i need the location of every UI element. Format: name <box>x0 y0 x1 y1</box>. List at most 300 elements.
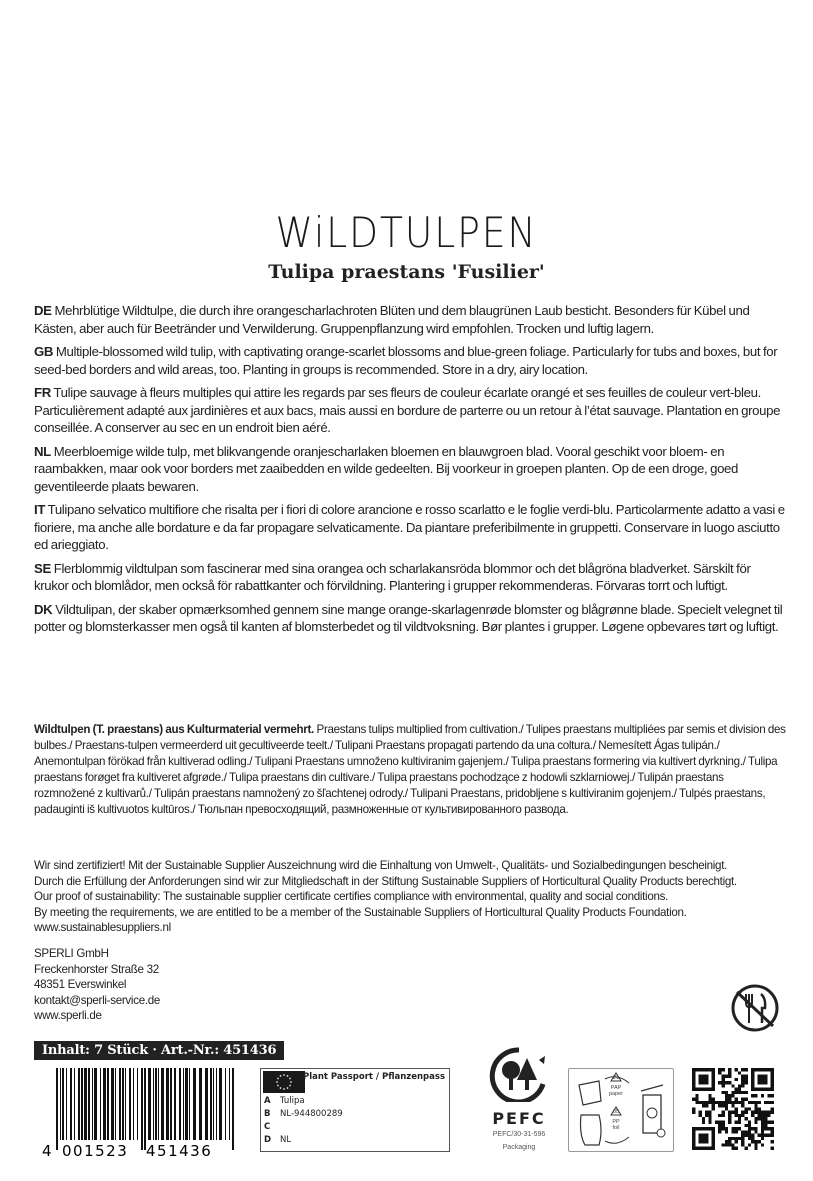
qr-module <box>758 1114 761 1117</box>
qr-module <box>767 1114 770 1117</box>
qr-module <box>741 1114 744 1117</box>
qr-module <box>725 1091 728 1094</box>
qr-module <box>718 1114 721 1117</box>
content-badge: Inhalt: 7 Stück · Art.-Nr.: 451436 <box>34 1041 284 1060</box>
qr-module <box>744 1111 747 1114</box>
qr-module <box>722 1075 725 1078</box>
qr-module <box>771 1127 774 1130</box>
qr-module <box>722 1068 725 1071</box>
qr-module <box>708 1114 711 1117</box>
qr-module <box>735 1140 738 1143</box>
qr-module <box>728 1117 731 1120</box>
barcode-right-digits: 451436 <box>146 1142 213 1158</box>
qr-module <box>695 1094 698 1097</box>
qr-module <box>744 1130 747 1133</box>
qr-module <box>771 1130 774 1133</box>
qr-module <box>699 1111 702 1114</box>
lang-code: SE <box>34 560 51 576</box>
barcode-bar <box>107 1068 109 1140</box>
qr-module <box>758 1140 761 1143</box>
cert-url[interactable]: www.sustainablesuppliers.nl <box>34 921 171 935</box>
qr-module <box>761 1114 764 1117</box>
qr-module <box>735 1130 738 1133</box>
qr-module <box>754 1120 757 1123</box>
barcode <box>38 1068 238 1158</box>
qr-module <box>764 1117 767 1120</box>
qr-module <box>761 1143 764 1146</box>
qr-module <box>705 1101 708 1104</box>
qr-module <box>751 1101 754 1104</box>
qr-module <box>699 1075 709 1085</box>
qr-module <box>754 1104 757 1107</box>
qr-module <box>751 1088 774 1091</box>
eu-star <box>276 1081 278 1083</box>
description-text: Tulipe sauvage à fleurs multiples qui attire les regards par ses fleurs de couleur écarlate orangé et ses feuilles de couleur vert-bleu. Particulièrement adapté aux jardinières et aux bacs, mais aussi en bordure de parterre ou un retour à l’état sauvage. Plantation en groupe conseillée. A conserver au sec en un endroit bien aéré. <box>34 385 781 435</box>
barcode-bar <box>137 1068 138 1140</box>
pefc-logo <box>486 1046 552 1151</box>
qr-module <box>744 1147 747 1150</box>
qr-module <box>728 1101 731 1104</box>
qr-module <box>754 1143 757 1146</box>
cert-line: Durch die Erfüllung der Anforderungen sind wir zur Mitgliedschaft in der Stiftung Sustainable Suppliers of Horticultural Quality Products berechtigt. <box>34 874 737 888</box>
qr-module <box>735 1111 738 1114</box>
qr-module <box>761 1134 764 1137</box>
qr-module <box>692 1147 715 1150</box>
qr-module <box>722 1111 725 1114</box>
barcode-first-digit: 4 <box>42 1142 52 1158</box>
qr-module <box>722 1101 725 1104</box>
qr-module <box>692 1111 695 1114</box>
eu-star <box>280 1075 282 1077</box>
qr-module <box>708 1098 711 1101</box>
qr-module <box>728 1140 731 1143</box>
description-dk <box>34 601 786 636</box>
barcode-bar <box>158 1068 159 1140</box>
qr-module <box>715 1101 718 1104</box>
qr-module <box>728 1120 731 1123</box>
qr-module <box>735 1120 738 1123</box>
qr-module <box>751 1137 754 1140</box>
qr-module <box>728 1081 731 1084</box>
qr-module <box>744 1078 747 1081</box>
qr-module <box>738 1117 741 1120</box>
qr-module <box>712 1107 715 1110</box>
qr-module <box>761 1111 764 1114</box>
eu-star <box>287 1075 289 1077</box>
qr-module <box>771 1068 774 1091</box>
qr-module <box>741 1075 744 1078</box>
qr-module <box>754 1107 757 1110</box>
cert-line: Wir sind zertifiziert! Mit der Sustainable Supplier Auszeichnung wird die Einhaltung von Umwelt-, Qualitäts- und Sozialbedingungen bescheinigt. <box>34 859 728 872</box>
qr-module <box>741 1101 744 1104</box>
product-subtitle: Tulipa praestans 'Fusilier' <box>268 261 545 283</box>
qr-module <box>708 1111 711 1114</box>
qr-module <box>702 1101 705 1104</box>
qr-module <box>741 1134 744 1137</box>
paper-label: paper <box>608 1091 624 1097</box>
qr-module <box>692 1127 715 1130</box>
qr-module <box>692 1098 695 1101</box>
qr-module <box>718 1130 721 1133</box>
qr-module <box>738 1137 741 1140</box>
qr-module <box>718 1071 721 1074</box>
qr-module <box>758 1075 768 1085</box>
qr-module <box>728 1071 731 1074</box>
qr-module <box>754 1094 757 1097</box>
qr-module <box>748 1130 751 1133</box>
qr-module <box>771 1094 774 1097</box>
qr-module <box>731 1127 734 1130</box>
qr-module <box>722 1084 725 1087</box>
qr-module <box>725 1140 728 1143</box>
foil-recycling-code: PP <box>612 1119 620 1125</box>
description-text: Flerblommig vildtulpan som fascinerar med sina orangea och scharlakansröda blommor och det blågröna bladverket. Särskilt för krukor och blomlådor, men också för rabattkanter och förvildning. Plantering i grupper rekommenderas. Förvaras torrt och luftigt. <box>34 560 751 593</box>
qr-module <box>731 1084 734 1087</box>
plant-passport <box>260 1068 450 1152</box>
qr-module <box>761 1130 764 1133</box>
qr-module <box>738 1091 741 1094</box>
qr-module <box>725 1130 728 1133</box>
barcode-bar <box>153 1068 154 1140</box>
description-it <box>34 501 786 554</box>
lang-code: NL <box>34 443 51 459</box>
qr-module <box>751 1068 754 1091</box>
qr-module <box>725 1104 728 1107</box>
qr-module <box>702 1104 705 1107</box>
qr-module <box>705 1111 708 1114</box>
barcode-bar <box>189 1068 190 1140</box>
qr-module <box>771 1134 774 1137</box>
qr-module <box>741 1143 744 1146</box>
qr-module <box>735 1147 738 1150</box>
foil-label: foil <box>612 1125 620 1131</box>
qr-module <box>754 1111 757 1114</box>
qr-module <box>738 1120 741 1123</box>
qr-module <box>751 1114 754 1117</box>
qr-module <box>761 1124 764 1127</box>
no-food-icon <box>729 982 781 1034</box>
qr-module <box>731 1101 734 1104</box>
barcode-bar <box>111 1068 114 1140</box>
qr-module <box>718 1081 721 1084</box>
qr-module <box>741 1140 744 1143</box>
barcode-bar <box>148 1068 151 1140</box>
qr-module <box>771 1101 774 1104</box>
pefc-wordmark: PEFC <box>492 1109 546 1128</box>
company-name: SPERLI GmbH <box>34 947 109 960</box>
qr-module <box>718 1068 721 1071</box>
barcode-bar <box>81 1068 83 1140</box>
foil-bag-icon <box>581 1115 602 1145</box>
barcode-bar <box>232 1068 234 1150</box>
qr-module <box>712 1068 715 1091</box>
barcode-bar <box>193 1068 196 1140</box>
qr-module <box>771 1120 774 1123</box>
eu-star <box>280 1087 282 1089</box>
website-link[interactable]: www.sperli.de <box>34 1009 102 1023</box>
qr-module <box>692 1068 715 1071</box>
pefc-logo-icon <box>489 1046 549 1102</box>
qr-module <box>744 1091 747 1094</box>
lang-code: FR <box>34 385 51 400</box>
qr-module <box>735 1088 738 1091</box>
barcode-bar <box>60 1068 61 1140</box>
qr-module <box>699 1101 702 1104</box>
qr-module <box>722 1124 725 1127</box>
qr-module <box>712 1104 715 1107</box>
qr-module <box>741 1078 744 1081</box>
qr-module <box>738 1114 741 1117</box>
cert-line: Our proof of sustainability: The sustainable supplier certificate certifies compliance with environmental, quality and social conditions. <box>34 890 669 904</box>
qr-module <box>767 1134 770 1137</box>
barcode-bar <box>213 1068 214 1140</box>
lang-code: DE <box>34 303 52 318</box>
email-link[interactable]: kontakt@sperli-service.de <box>34 993 161 1007</box>
propagation-bold: Wildtulpen (T. praestans) aus Kulturmaterial vermehrt. <box>34 723 314 736</box>
pefc-label: Packaging <box>502 1144 536 1151</box>
qr-code[interactable] <box>692 1068 774 1150</box>
qr-module <box>738 1088 741 1091</box>
description-text: Multiple-blossomed wild tulip, with captivating orange-scarlet blossoms and blue-green foliage. Particularly for tubs and boxes, but for seed-bed borders and wild areas, too. Planting in groups is recommended. Store in a dry, airy location. <box>34 344 778 377</box>
barcode-bar <box>216 1068 217 1140</box>
qr-module <box>731 1137 734 1140</box>
qr-module <box>771 1107 774 1110</box>
qr-module <box>741 1084 744 1087</box>
qr-module <box>731 1111 734 1114</box>
qr-module <box>744 1098 747 1101</box>
qr-module <box>718 1127 721 1130</box>
qr-module <box>725 1101 728 1104</box>
qr-module <box>725 1075 728 1078</box>
barcode-bar <box>88 1068 90 1140</box>
qr-module <box>744 1117 747 1120</box>
eu-star <box>277 1078 279 1080</box>
qr-module <box>758 1117 761 1120</box>
qr-module <box>764 1111 767 1114</box>
qr-module <box>751 1094 754 1097</box>
qr-module <box>764 1134 767 1137</box>
descriptions <box>34 302 786 642</box>
barcode-bar <box>161 1068 164 1140</box>
qr-module <box>744 1107 747 1110</box>
qr-module <box>735 1091 738 1094</box>
qr-module <box>735 1078 738 1081</box>
product-title: WiLDTULPEN <box>275 208 538 257</box>
qr-module <box>767 1094 770 1097</box>
qr-module <box>728 1068 731 1071</box>
qr-module <box>718 1104 721 1107</box>
qr-module <box>705 1114 708 1117</box>
qr-module <box>722 1143 725 1146</box>
paper-bag-icon <box>579 1081 601 1105</box>
plant-passport-title: Plant Passport / Pflanzenpass <box>302 1072 445 1082</box>
barcode-bar <box>185 1068 188 1140</box>
qr-module <box>728 1094 731 1097</box>
propagation-note <box>34 722 786 818</box>
description-de <box>34 302 786 337</box>
passport-row: D NL <box>264 1135 292 1145</box>
qr-module <box>764 1124 767 1127</box>
qr-module <box>741 1104 744 1107</box>
eu-star <box>283 1088 285 1090</box>
barcode-bar <box>66 1068 67 1140</box>
qr-module <box>699 1114 702 1117</box>
qr-module <box>725 1094 728 1097</box>
barcode-bar <box>94 1068 97 1140</box>
qr-module <box>771 1111 774 1114</box>
qr-module <box>748 1107 751 1110</box>
qr-module <box>748 1134 751 1137</box>
qr-module <box>728 1137 731 1140</box>
recycling-info <box>568 1068 674 1152</box>
barcode-bar <box>84 1068 87 1140</box>
eu-star <box>289 1078 291 1080</box>
qr-module <box>702 1117 705 1120</box>
city: 48351 Everswinkel <box>34 978 127 992</box>
qr-module <box>741 1081 744 1084</box>
qr-module <box>715 1120 718 1123</box>
qr-module <box>754 1147 757 1150</box>
qr-module <box>731 1147 734 1150</box>
qr-module <box>748 1120 751 1123</box>
qr-module <box>751 1134 754 1137</box>
qr-module <box>735 1107 738 1110</box>
qr-module <box>741 1068 744 1071</box>
qr-module <box>725 1143 728 1146</box>
lang-code: IT <box>34 502 46 517</box>
qr-module <box>722 1120 725 1123</box>
qr-module <box>699 1134 709 1144</box>
qr-module <box>731 1094 734 1097</box>
qr-module <box>735 1098 738 1101</box>
qr-module <box>751 1127 754 1130</box>
qr-module <box>728 1098 731 1101</box>
qr-module <box>722 1081 725 1084</box>
barcode-bar <box>210 1068 212 1140</box>
description-text: Mehrblütige Wildtulpe, die durch ihre orangescharlachroten Blüten und dem blaugrünen Laub besticht. Besonders für Kübel und Kästen, aber auch für Beetränder und Verwilderung. Gruppenpflanzung wird empfohlen. Trocken und luftig lagern. <box>34 303 750 336</box>
qr-module <box>748 1101 751 1104</box>
qr-module <box>741 1137 744 1140</box>
qr-module <box>767 1111 770 1114</box>
qr-module <box>705 1104 708 1107</box>
barcode-left-digits: 001523 <box>62 1142 129 1158</box>
eu-flag-icon <box>263 1071 305 1093</box>
qr-module <box>722 1078 725 1081</box>
barcode-bar <box>122 1068 124 1140</box>
propagation-text: Praestans tulips multiplied from cultivation./ Tulipes praestans multipliées par semis et division des bulbes./ Praestans-tulpen vermeerderd uit gecultiveerde teelt./ Tulipani Praestans propagati partendo da una coltura./ Nemesített Ágas tulipán./ Anemontulpan förökad från kultiverad odling./ Tulipani Praestans umnoženo kultiviranim gajenjem./ Tulipa praestans formering via kultivert dyrkning./ Tulipa praestans forøget fra kultiveret afgrøde./ Tulipa praestans din cultivare./ Tulipa praestans pochodzące z hodowli szklarniowej./ Tulipán praestans rozmnožené z kultivarů./ Tulipán praestans namnožený zo šľachtenej odrody./ Tulipani Praestans, pridobljene s kultiviranim gojenjem./ Tulpės praestans, padauginti iš kultivuotos kultūros./ Тюльпан превосходящий, размноженные от культивированного развода. <box>34 723 786 816</box>
qr-module <box>708 1120 711 1123</box>
qr-module <box>744 1068 747 1071</box>
certification-text <box>34 858 794 936</box>
qr-module <box>764 1114 767 1117</box>
passport-row: B NL-944800289 <box>264 1109 343 1119</box>
qr-module <box>708 1117 711 1120</box>
qr-module <box>741 1091 744 1094</box>
barcode-bar <box>78 1068 80 1140</box>
barcode-bar <box>219 1068 222 1140</box>
description-text: Meerbloemige wilde tulp, met blikvangende oranjescharlaken bloemen en blauwgroen blad. Vooral geschikt voor bloem- en raambakken, maar ook voor borders met zaaibedden en wilde gedeelten. Bij voorkeur in groepen planten. Op de een droge, goed geventileerde plaats bewaren. <box>34 443 739 494</box>
barcode-bar <box>144 1068 146 1150</box>
qr-module <box>761 1120 764 1123</box>
description-fr <box>34 384 786 437</box>
qr-module <box>771 1140 774 1143</box>
barcode-bar <box>205 1068 208 1140</box>
barcode-bar <box>225 1068 226 1140</box>
qr-module <box>731 1143 734 1146</box>
barcode-bar <box>179 1068 181 1140</box>
qr-module <box>748 1124 751 1127</box>
paper-recycling-number: 21 <box>612 1075 620 1081</box>
qr-module <box>728 1075 731 1078</box>
description-gb <box>34 343 786 378</box>
barcode-bar <box>62 1068 64 1140</box>
qr-module <box>735 1068 738 1071</box>
qr-module <box>728 1114 731 1117</box>
eu-star <box>283 1074 285 1076</box>
qr-module <box>695 1098 698 1101</box>
qr-module <box>735 1127 738 1130</box>
qr-module <box>748 1137 751 1140</box>
lang-code: DK <box>34 601 53 617</box>
barcode-bar <box>56 1068 58 1150</box>
qr-module <box>754 1117 757 1120</box>
barcode-bar <box>183 1068 184 1140</box>
foil-recycling-number: 05 <box>612 1109 620 1115</box>
qr-module <box>758 1107 761 1110</box>
barcode-bar <box>129 1068 131 1140</box>
qr-module <box>771 1147 774 1150</box>
qr-module <box>725 1127 728 1130</box>
qr-module <box>754 1101 757 1104</box>
qr-module <box>695 1101 698 1104</box>
qr-module <box>728 1111 731 1114</box>
barcode-bar <box>70 1068 72 1140</box>
qr-module <box>731 1104 734 1107</box>
qr-module <box>751 1111 754 1114</box>
qr-module <box>725 1081 728 1084</box>
qr-module <box>744 1081 747 1084</box>
barcode-bar <box>100 1068 101 1140</box>
qr-module <box>692 1107 695 1110</box>
barcode-bar <box>155 1068 157 1140</box>
qr-module <box>735 1114 738 1117</box>
qr-module <box>744 1134 747 1137</box>
barcode-bar <box>199 1068 202 1140</box>
qr-module <box>738 1071 741 1074</box>
qr-module <box>718 1124 721 1127</box>
recycle-bin-icon <box>641 1085 665 1137</box>
passport-row: C <box>264 1122 271 1132</box>
qr-module <box>751 1068 774 1071</box>
qr-module <box>758 1134 761 1137</box>
qr-module <box>754 1140 757 1143</box>
qr-module <box>748 1143 751 1146</box>
qr-module <box>754 1130 757 1133</box>
barcode-bar <box>170 1068 172 1140</box>
barcode-bar <box>229 1068 230 1140</box>
qr-module <box>764 1120 767 1123</box>
qr-module <box>761 1117 764 1120</box>
qr-module <box>692 1088 715 1091</box>
barcode-bar <box>166 1068 169 1140</box>
qr-module <box>744 1075 747 1078</box>
barcode-bar <box>103 1068 106 1140</box>
qr-module <box>718 1101 721 1104</box>
qr-module <box>708 1094 711 1097</box>
qr-module <box>725 1107 728 1110</box>
barcode-bar <box>119 1068 121 1140</box>
qr-module <box>731 1091 734 1094</box>
